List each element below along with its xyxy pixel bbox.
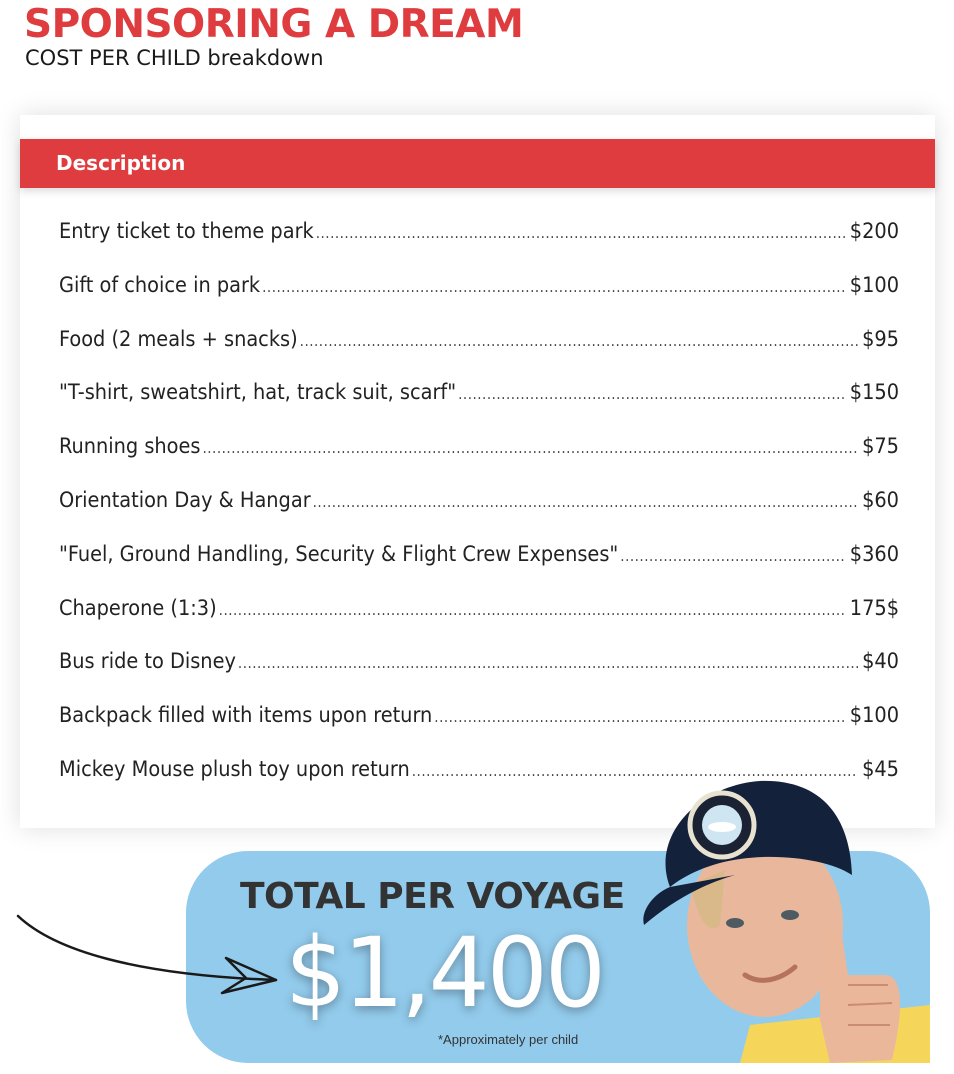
item-price: $100	[849, 272, 899, 298]
item-price: $360	[849, 541, 899, 567]
dot-leader	[202, 439, 858, 457]
list-item	[59, 596, 899, 650]
dot-leader	[458, 385, 846, 403]
item-label: Food (2 meals + snacks)	[59, 326, 298, 352]
dot-leader	[316, 224, 846, 242]
item-price: $100	[849, 703, 899, 729]
column-header-description: Description	[56, 151, 186, 175]
item-label: Running shoes	[59, 434, 201, 460]
cost-list	[59, 219, 899, 811]
item-price: $95	[862, 326, 899, 352]
item-label: "T-shirt, sweatshirt, hat, track suit, scarf"	[59, 380, 457, 406]
item-price: $60	[862, 487, 899, 513]
table-header	[20, 139, 935, 188]
item-label: "Fuel, Ground Handling, Security & Flight Crew Expenses"	[59, 541, 619, 567]
item-price: $150	[849, 380, 899, 406]
list-item	[59, 434, 899, 488]
item-price: 175$	[849, 595, 899, 621]
item-label: Chaperone (1:3)	[59, 595, 217, 621]
page-subtitle: COST PER CHILD breakdown	[25, 46, 324, 70]
total-note: *Approximately per child	[438, 1032, 579, 1047]
item-price: $40	[862, 649, 899, 675]
item-price: $45	[862, 756, 899, 782]
dot-leader	[620, 547, 845, 565]
list-item	[59, 542, 899, 596]
list-item	[59, 380, 899, 434]
list-item	[59, 649, 899, 703]
item-label: Orientation Day & Hangar	[59, 487, 311, 513]
page-title: SPONSORING A DREAM	[24, 2, 524, 47]
total-label: TOTAL PER VOYAGE	[240, 876, 625, 917]
list-item	[59, 219, 899, 273]
item-label: Bus ride to Disney	[59, 649, 236, 675]
list-item	[59, 488, 899, 542]
item-price: $200	[849, 219, 899, 244]
list-item	[59, 273, 899, 327]
item-label: Gift of choice in park	[59, 272, 261, 298]
curved-arrow-icon	[14, 910, 284, 1000]
item-label: Mickey Mouse plush toy upon return	[59, 756, 410, 782]
item-price: $75	[862, 434, 899, 460]
dot-leader	[434, 708, 846, 726]
list-item	[59, 327, 899, 381]
item-label: Entry ticket to theme park	[59, 219, 314, 244]
dot-leader	[300, 332, 858, 350]
dot-leader	[238, 654, 858, 672]
total-value: $1,400	[285, 917, 603, 1029]
cost-table-card	[20, 115, 935, 828]
list-item	[59, 703, 899, 757]
item-label: Backpack filled with items upon return	[59, 703, 433, 729]
dot-leader	[262, 278, 846, 296]
dot-leader	[219, 601, 846, 619]
boy-thumbs-up-photo	[630, 775, 930, 1065]
dot-leader	[313, 493, 858, 511]
